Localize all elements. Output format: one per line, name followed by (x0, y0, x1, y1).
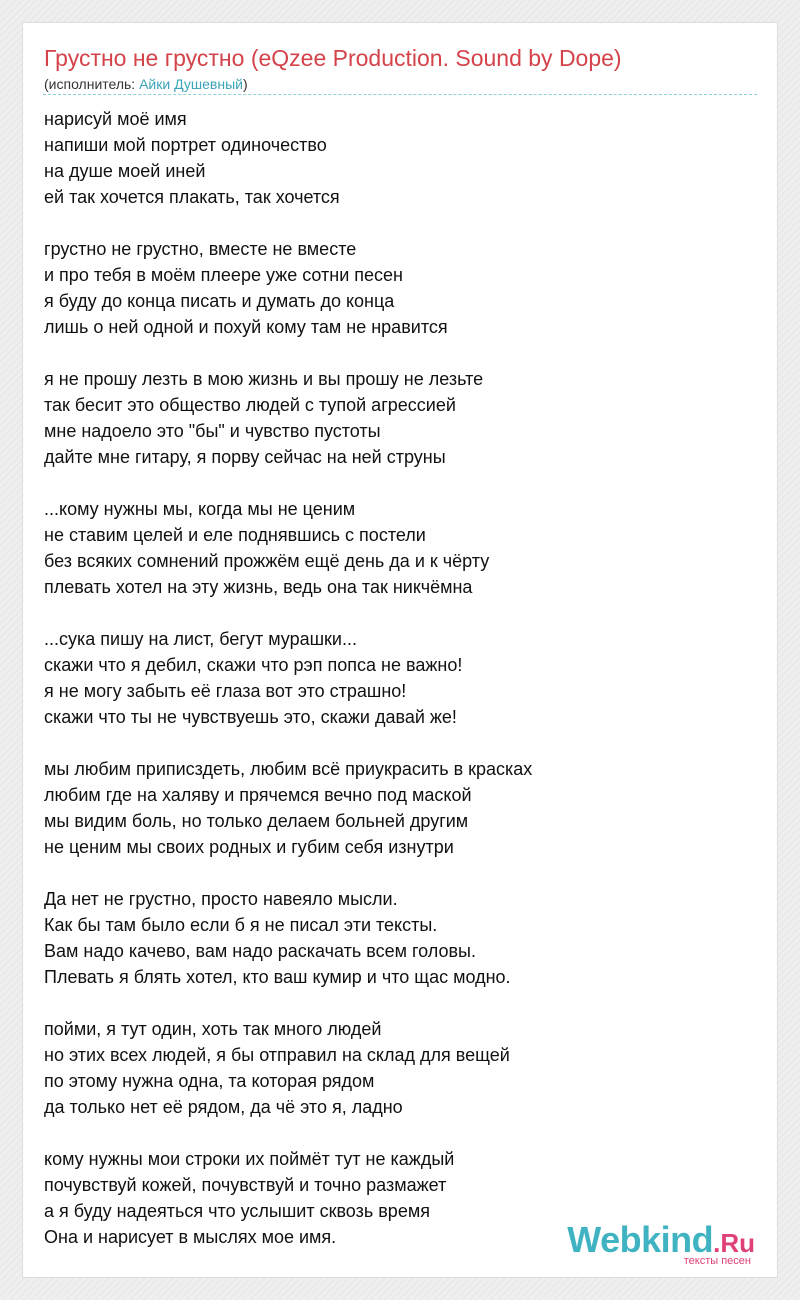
stanza (44, 626, 764, 730)
artist-link[interactable]: Айки Душевный (139, 76, 243, 92)
stanza (44, 886, 764, 990)
lyric-line: без всяких сомнений прожжём ещё день да и к чёрту (44, 551, 490, 571)
lyric-line: почувствуй кожей, почувствуй и точно размажет (44, 1175, 447, 1195)
site-logo[interactable] (567, 1219, 755, 1267)
lyric-line: напиши мой портрет одиночество (44, 135, 327, 155)
lyric-line: скажи что я дебил, скажи что рэп попса не важно! (44, 655, 463, 675)
lyric-line: плевать хотел на эту жизнь, ведь она так никчёмна (44, 577, 473, 597)
lyric-line: скажи что ты не чувствуешь это, скажи давай же! (44, 707, 457, 727)
lyric-line: по этому нужна одна, та которая рядом (44, 1071, 375, 1091)
lyric-line: я не прошу лезть в мою жизнь и вы прошу не лезьте (44, 369, 484, 389)
lyric-line: и про тебя в моём плеере уже сотни песен (44, 265, 403, 285)
logo-subtitle: тексты песен (683, 1255, 751, 1267)
lyric-line: я буду до конца писать и думать до конца (44, 291, 395, 311)
lyrics-body (44, 106, 764, 1276)
header-divider (43, 94, 757, 95)
lyric-line: не ценим мы своих родных и губим себя изнутри (44, 837, 454, 857)
lyric-line: ей так хочется плакать, так хочется (44, 187, 340, 207)
lyric-line: мы видим боль, но только делаем больней другим (44, 811, 469, 831)
lyric-line: кому нужны мои строки их поймёт тут не каждый (44, 1149, 455, 1169)
lyric-line: грустно не грустно, вместе не вместе (44, 239, 357, 259)
lyric-line: но этих всех людей, я бы отправил на склад для вещей (44, 1045, 510, 1065)
lyric-line: Плевать я блять хотел, кто ваш кумир и что щас модно. (44, 967, 511, 987)
artist-prefix: (исполнитель: (44, 76, 140, 92)
lyric-line: любим где на халяву и прячемся вечно под маской (44, 785, 472, 805)
stanza (44, 756, 764, 860)
lyric-line: Она и нарисует в мыслях мое имя. (44, 1227, 337, 1247)
logo-main-text: Webkind (567, 1219, 714, 1260)
lyric-line: Как бы там было если б я не писал эти тексты. (44, 915, 438, 935)
lyric-line: а я буду надеяться что услышит сквозь время (44, 1201, 430, 1221)
stanza (44, 496, 764, 600)
lyric-line: да только нет её рядом, да чё это я, ладно (44, 1097, 403, 1117)
lyrics-card (22, 22, 778, 1278)
lyric-line: не ставим целей и еле поднявшись с постели (44, 525, 426, 545)
lyric-line: нарисуй моё имя (44, 109, 187, 129)
artist-suffix: ) (242, 76, 248, 92)
artist-line (44, 75, 248, 93)
stanza (44, 366, 764, 470)
stanza (44, 1016, 764, 1120)
lyric-line: лишь о ней одной и похуй кому там не нравится (44, 317, 448, 337)
lyric-line: мы любим приписздеть, любим всё приукрасить в красках (44, 759, 533, 779)
logo-tld-text: .Ru (713, 1228, 755, 1258)
stanza (44, 106, 764, 210)
lyric-line: пойми, я тут один, хоть так много людей (44, 1019, 382, 1039)
lyric-line: на душе моей иней (44, 161, 206, 181)
lyric-line: ...кому нужны мы, когда мы не ценим (44, 499, 356, 519)
song-title: Грустно не грустно (eQzee Production. Sound by Dope) (44, 45, 622, 71)
lyric-line: ...сука пишу на лист, бегут мурашки... (44, 629, 357, 649)
lyric-line: мне надоело это "бы" и чувство пустоты (44, 421, 381, 441)
lyric-line: так бесит это общество людей с тупой агрессией (44, 395, 456, 415)
stanza (44, 236, 764, 340)
lyric-line: Да нет не грустно, просто навеяло мысли. (44, 889, 398, 909)
lyric-line: Вам надо качево, вам надо раскачать всем головы. (44, 941, 476, 961)
logo-wordmark (567, 1219, 755, 1260)
lyric-line: дайте мне гитару, я порву сейчас на ней струны (44, 447, 446, 467)
lyric-line: я не могу забыть её глаза вот это страшно! (44, 681, 407, 701)
